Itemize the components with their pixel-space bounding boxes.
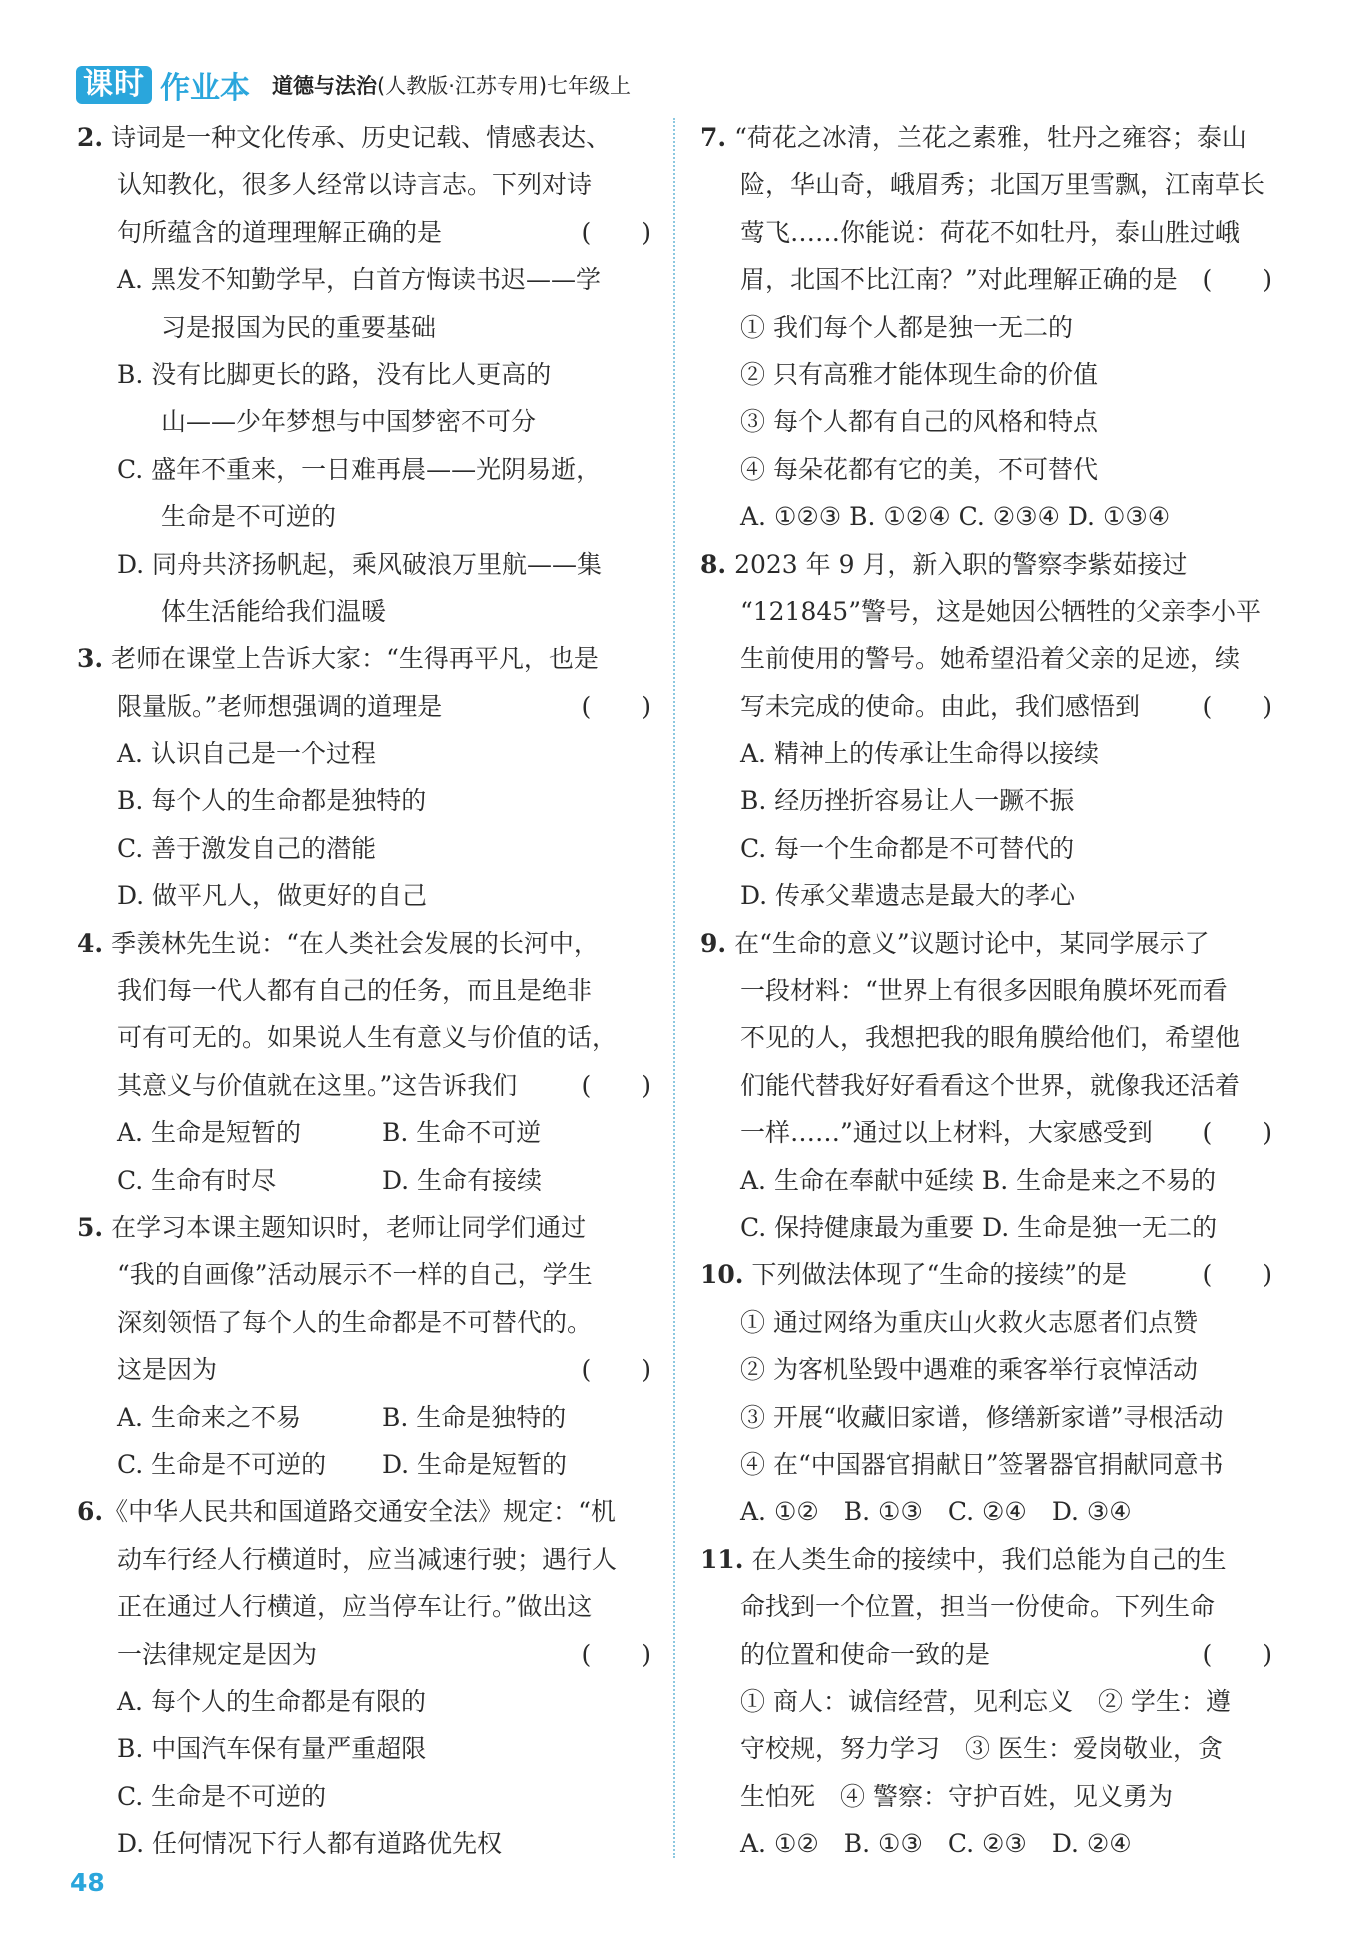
option-a: A. 精神上的传承让生命得以接续 bbox=[740, 739, 1099, 769]
option-b: B. 经历挫折容易让人一蹶不振 bbox=[740, 786, 1075, 816]
column-divider bbox=[673, 118, 675, 1858]
statement-line: 守校规，努力学习 ③ 医生：爱岗敬业，贪 bbox=[740, 1734, 1223, 1764]
question-number: 9. bbox=[700, 928, 727, 958]
option-b: B. 没有比脚更长的路，没有比人更高的 bbox=[117, 359, 552, 389]
answer-bracket: ( ) bbox=[1202, 265, 1272, 295]
question-text: 这是因为 bbox=[117, 1355, 218, 1385]
option-c: C. 生命是不可逆的 bbox=[117, 1781, 327, 1811]
question-text: 眉，北国不比江南？”对此理解正确的是 bbox=[740, 265, 1178, 295]
question-number: 2. bbox=[77, 123, 104, 152]
option-row: A. ①② B. ①③ C. ②④ D. ③④ bbox=[740, 1497, 1132, 1527]
question-text: 句所蕴含的道理理解正确的是 bbox=[117, 217, 443, 247]
option-b: B. 每个人的生命都是独特的 bbox=[117, 786, 427, 816]
option-c: C. 善于激发自己的潜能 bbox=[117, 833, 377, 863]
option-b: B. 中国汽车保有量严重超限 bbox=[117, 1734, 427, 1764]
option-b: B. 生命是独特的 bbox=[382, 1402, 567, 1432]
statement-1: ① 通过网络为重庆山火救火志愿者们点赞 bbox=[740, 1307, 1198, 1337]
question-text: 《中华人民共和国道路交通安全法》规定：“机 bbox=[103, 1497, 616, 1527]
question-text: “荷花之冰清，兰花之素雅，牡丹之雍容；泰山 bbox=[734, 123, 1247, 152]
question-text-line: 可有可无的。如果说人生有意义与价值的话， bbox=[117, 1023, 618, 1053]
option-b-cont: 山——少年梦想与中国梦密不可分 bbox=[161, 407, 537, 437]
statement-3: ③ 开展“收藏旧家谱，修缮新家谱”寻根活动 bbox=[740, 1402, 1224, 1432]
answer-bracket: ( ) bbox=[1202, 1639, 1272, 1669]
question-text-line: 我们每一代人都有自己的任务，而且是绝非 bbox=[117, 976, 593, 1006]
question-text: 写未完成的使命。由此，我们感悟到 bbox=[740, 691, 1141, 721]
option-c: C. 生命是不可逆的 bbox=[117, 1449, 327, 1479]
option-c: C. 生命有时尽 bbox=[117, 1165, 277, 1195]
left-column bbox=[77, 114, 651, 1867]
question-text-line: 不见的人，我想把我的眼角膜给他们，希望他 bbox=[740, 1023, 1241, 1053]
question-number: 6. bbox=[77, 1497, 104, 1527]
question-text-line: 们能代替我好好看看这个世界，就像我还活着 bbox=[740, 1070, 1241, 1100]
question-text: 一法律规定是因为 bbox=[117, 1639, 318, 1669]
question-number: 3. bbox=[77, 644, 104, 674]
option-row: C. 保持健康最为重要 D. 生命是独一无二的 bbox=[740, 1212, 1218, 1242]
question-text-line bbox=[700, 256, 1272, 303]
question-number: 7. bbox=[700, 123, 727, 152]
option-d-cont: 体生活能给我们温暖 bbox=[161, 596, 387, 626]
question-text-line: 生前使用的警号。她希望沿着父亲的足迹，续 bbox=[740, 644, 1241, 674]
question-number: 4. bbox=[77, 928, 104, 958]
question-9 bbox=[700, 920, 1272, 967]
question-text: 2023 年 9 月，新入职的警察李紫茹接过 bbox=[734, 549, 1188, 579]
option-a: A. 认识自己是一个过程 bbox=[117, 739, 376, 769]
option-row: A. ①② B. ①③ C. ②③ D. ②④ bbox=[740, 1829, 1132, 1859]
question-text: 在人类生命的接续中，我们总能为自己的生 bbox=[751, 1544, 1227, 1574]
option-a: A. 生命是短暂的 bbox=[117, 1118, 301, 1148]
question-text-line: 正在通过人行横道，应当停车让行。”做出这 bbox=[117, 1592, 593, 1622]
question-text-line bbox=[700, 1109, 1272, 1156]
option-d: D. 同舟共济扬帆起，乘风破浪万里航——集 bbox=[117, 549, 603, 579]
question-number: 5. bbox=[77, 1212, 104, 1242]
question-text-line: “121845”警号，这是她因公牺牲的父亲李小平 bbox=[740, 596, 1261, 626]
question-text: 限量版。”老师想强调的道理是 bbox=[117, 691, 443, 721]
answer-bracket: ( ) bbox=[1202, 1118, 1272, 1148]
answer-bracket: ( ) bbox=[1202, 691, 1272, 721]
right-column bbox=[700, 114, 1272, 1867]
brand-logo: 课时 bbox=[76, 66, 152, 104]
question-text: 其意义与价值就在这里。”这告诉我们 bbox=[117, 1070, 518, 1100]
answer-bracket: ( ) bbox=[581, 1070, 651, 1100]
question-text: 在学习本课主题知识时，老师让同学们通过 bbox=[111, 1212, 587, 1242]
statement-1: ① 我们每个人都是独一无二的 bbox=[740, 312, 1073, 342]
question-text: 一样……”通过以上材料，大家感受到 bbox=[740, 1118, 1153, 1148]
option-row: A. 生命在奉献中延续 B. 生命是来之不易的 bbox=[740, 1165, 1217, 1195]
question-text: 下列做法体现了“生命的接续”的是 bbox=[751, 1260, 1128, 1290]
question-text: 季羡林先生说：“在人类社会发展的长河中， bbox=[111, 928, 599, 958]
question-text: 的位置和使命一致的是 bbox=[740, 1639, 991, 1669]
question-text-line bbox=[700, 683, 1272, 730]
question-number: 11. bbox=[700, 1544, 744, 1574]
statement-4: ④ 在“中国器官捐献日”签署器官捐献同意书 bbox=[740, 1449, 1224, 1479]
answer-bracket: ( ) bbox=[581, 691, 651, 721]
question-text-line: 深刻领悟了每个人的生命都是不可替代的。 bbox=[117, 1307, 593, 1337]
edition-label: (人教版·江苏专用)七年级上 bbox=[377, 74, 632, 98]
question-text-line: 命找到一个位置，担当一份使命。下列生命 bbox=[740, 1592, 1216, 1622]
option-d: D. 传承父辈遗志是最大的孝心 bbox=[740, 881, 1076, 911]
statement-4: ④ 每朵花都有它的美，不可替代 bbox=[740, 454, 1098, 484]
question-text-line bbox=[77, 1631, 651, 1678]
option-a-cont: 习是报国为民的重要基础 bbox=[161, 312, 437, 342]
question-7 bbox=[700, 114, 1272, 161]
option-d: D. 任何情况下行人都有道路优先权 bbox=[117, 1829, 503, 1859]
question-6 bbox=[77, 1488, 651, 1535]
option-d: D. 做平凡人，做更好的自己 bbox=[117, 881, 428, 911]
statement-3: ③ 每个人都有自己的风格和特点 bbox=[740, 407, 1098, 437]
question-number: 10. bbox=[700, 1260, 744, 1290]
page-number: 48 bbox=[70, 1868, 105, 1897]
question-text-line: 动车行经人行横道时，应当减速行驶；遇行人 bbox=[117, 1544, 618, 1574]
question-text-line bbox=[77, 209, 651, 256]
option-d: D. 生命是短暂的 bbox=[382, 1449, 568, 1479]
question-3 bbox=[77, 635, 651, 682]
question-2 bbox=[77, 114, 651, 161]
answer-bracket: ( ) bbox=[1202, 1260, 1272, 1290]
option-row bbox=[77, 1394, 651, 1441]
question-text-line bbox=[700, 1631, 1272, 1678]
option-row bbox=[77, 1109, 651, 1156]
statement-2: ② 为客机坠毁中遇难的乘客举行哀悼活动 bbox=[740, 1355, 1198, 1385]
answer-bracket: ( ) bbox=[581, 1355, 651, 1385]
question-text-line: 险，华山奇，峨眉秀；北国万里雪飘，江南草长 bbox=[740, 170, 1266, 200]
statement-line: 生怕死 ④ 警察：守护百姓，见义勇为 bbox=[740, 1781, 1173, 1811]
option-a: A. 生命来之不易 bbox=[117, 1402, 301, 1432]
option-row bbox=[77, 1157, 651, 1204]
option-row bbox=[77, 1441, 651, 1488]
page-header bbox=[76, 64, 631, 106]
question-text-line: “我的自画像”活动展示不一样的自己，学生 bbox=[117, 1260, 593, 1290]
answer-bracket: ( ) bbox=[581, 217, 651, 247]
option-c: C. 盛年不重来，一日难再晨——光阴易逝， bbox=[117, 454, 602, 484]
option-a: A. 每个人的生命都是有限的 bbox=[117, 1686, 426, 1716]
statement-line: ① 商人：诚信经营，见利忘义 ② 学生：遵 bbox=[740, 1686, 1231, 1716]
question-text-line: 莺飞……你能说：荷花不如牡丹，泰山胜过峨 bbox=[740, 217, 1241, 247]
option-a: A. 黑发不知勤学早，白首方悔读书迟——学 bbox=[117, 265, 601, 295]
question-text-line bbox=[77, 683, 651, 730]
question-8 bbox=[700, 541, 1272, 588]
question-number: 8. bbox=[700, 549, 727, 579]
answer-bracket: ( ) bbox=[581, 1639, 651, 1669]
brand-name: 作业本 bbox=[160, 71, 250, 106]
question-text: 在“生命的意义”议题讨论中，某同学展示了 bbox=[734, 928, 1210, 958]
option-b: B. 生命不可逆 bbox=[382, 1118, 542, 1148]
statement-2: ② 只有高雅才能体现生命的价值 bbox=[740, 359, 1098, 389]
question-text: 老师在课堂上告诉大家：“生得再平凡，也是 bbox=[111, 644, 599, 674]
question-10 bbox=[700, 1251, 1272, 1298]
question-text-line bbox=[77, 1346, 651, 1393]
question-5 bbox=[77, 1204, 651, 1251]
question-text: 诗词是一种文化传承、历史记载、情感表达、 bbox=[111, 123, 612, 152]
question-text-line bbox=[77, 1062, 651, 1109]
question-4 bbox=[77, 920, 651, 967]
option-c-cont: 生命是不可逆的 bbox=[161, 502, 337, 532]
option-row: A. ①②③ B. ①②④ C. ②③④ D. ①③④ bbox=[740, 502, 1171, 532]
question-text-line: 认知教化，很多人经常以诗言志。下列对诗 bbox=[117, 170, 593, 200]
option-c: C. 每一个生命都是不可替代的 bbox=[740, 833, 1075, 863]
option-d: D. 生命有接续 bbox=[382, 1165, 543, 1195]
subject-name: 道德与法治 bbox=[272, 74, 377, 98]
question-text-line: 一段材料：“世界上有很多因眼角膜坏死而看 bbox=[740, 976, 1228, 1006]
subject-title bbox=[272, 70, 631, 100]
question-11 bbox=[700, 1536, 1272, 1583]
